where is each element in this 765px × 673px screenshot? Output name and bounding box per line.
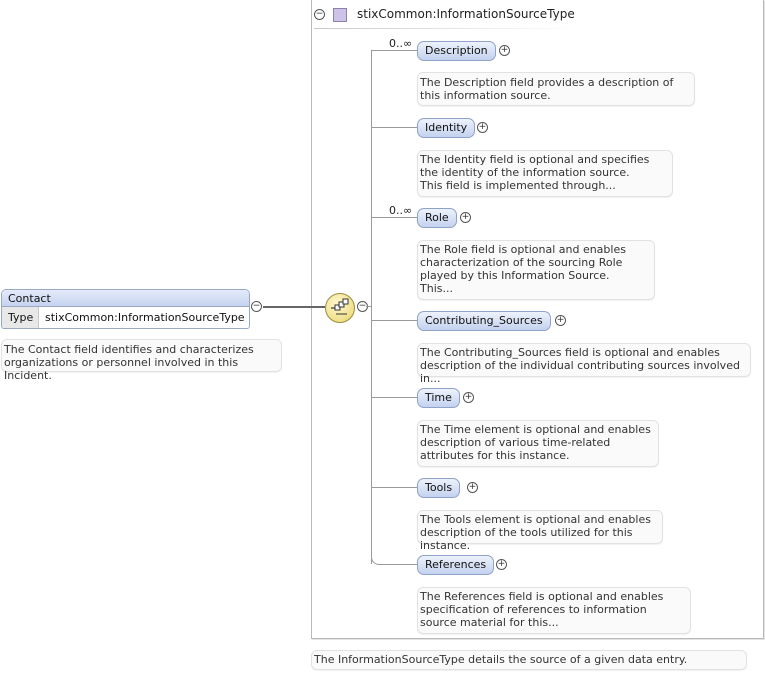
expand-references-icon[interactable]: + bbox=[497, 559, 506, 569]
expand-identity-icon[interactable]: + bbox=[478, 122, 487, 132]
connector-role bbox=[372, 217, 417, 218]
element-contributing-sources[interactable] bbox=[417, 311, 551, 331]
expand-tools-icon[interactable]: + bbox=[468, 482, 477, 492]
element-role-label: Role bbox=[425, 211, 449, 224]
contact-connector bbox=[263, 306, 325, 308]
identity-documentation: The Identity field is optional and specifies the identity of the information source. This field is implemented through... bbox=[420, 153, 650, 192]
complex-type-icon bbox=[333, 8, 347, 22]
element-identity[interactable] bbox=[417, 118, 475, 138]
tools-documentation: The Tools element is optional and enables description of the tools utilized for this instance. bbox=[420, 513, 651, 552]
connector-time bbox=[372, 397, 417, 398]
expand-time-icon[interactable]: + bbox=[464, 392, 473, 402]
role-documentation: The Role field is optional and enables characterization of the sourcing Role played by this Information Source. This... bbox=[420, 243, 626, 295]
expand-role-icon[interactable]: + bbox=[461, 212, 470, 222]
connector-identity bbox=[372, 127, 417, 128]
contact-name: Contact bbox=[8, 292, 51, 305]
cardinality-role: 0..∞ bbox=[389, 204, 413, 217]
element-tools[interactable] bbox=[417, 478, 460, 498]
element-references-label: References bbox=[425, 558, 487, 571]
sequence-spine-link bbox=[366, 306, 372, 307]
connector-references bbox=[371, 548, 418, 565]
sequence-compositor-icon[interactable] bbox=[325, 293, 355, 323]
expand-contributing-sources-icon[interactable]: + bbox=[556, 315, 565, 325]
element-description[interactable] bbox=[417, 41, 496, 61]
contact-documentation: The Contact field identifies and characterizes organizations or personnel involved in this Incident. bbox=[4, 343, 254, 382]
contact-type-label: Type bbox=[8, 311, 34, 324]
element-description-label: Description bbox=[425, 44, 488, 57]
references-documentation: The References field is optional and enables specification of references to information source material for this... bbox=[420, 590, 664, 629]
cardinality-description: 0..∞ bbox=[389, 37, 413, 50]
element-time-label: Time bbox=[425, 391, 452, 404]
element-contributing-sources-label: Contributing_Sources bbox=[425, 314, 543, 327]
collapse-type-icon[interactable]: − bbox=[315, 9, 324, 19]
time-documentation: The Time element is optional and enables description of various time-related attributes for this instance. bbox=[420, 423, 651, 462]
connector-description bbox=[372, 50, 417, 51]
connector-tools bbox=[372, 487, 417, 488]
description-documentation: The Description field provides a description of this information source. bbox=[420, 76, 674, 102]
expand-description-icon[interactable]: + bbox=[500, 45, 509, 55]
collapse-contact-icon[interactable]: − bbox=[252, 301, 261, 311]
element-role[interactable] bbox=[417, 208, 457, 228]
element-time[interactable] bbox=[417, 388, 460, 408]
contact-element[interactable] bbox=[1, 289, 250, 329]
type-title: stixCommon:InformationSourceType bbox=[357, 7, 575, 21]
collapse-sequence-icon[interactable]: − bbox=[358, 301, 367, 311]
connector-contributing-sources bbox=[372, 320, 417, 321]
type-header-divider bbox=[314, 28, 574, 29]
contributing-sources-documentation: The Contributing_Sources field is optional and enables description of the individual contributing sources involved in... bbox=[420, 346, 740, 385]
contact-type-value: stixCommon:InformationSourceType bbox=[45, 311, 245, 324]
element-tools-label: Tools bbox=[425, 481, 453, 494]
type-documentation: The InformationSourceType details the source of a given data entry. bbox=[314, 653, 688, 666]
element-identity-label: Identity bbox=[425, 121, 468, 134]
element-references[interactable] bbox=[417, 555, 494, 575]
